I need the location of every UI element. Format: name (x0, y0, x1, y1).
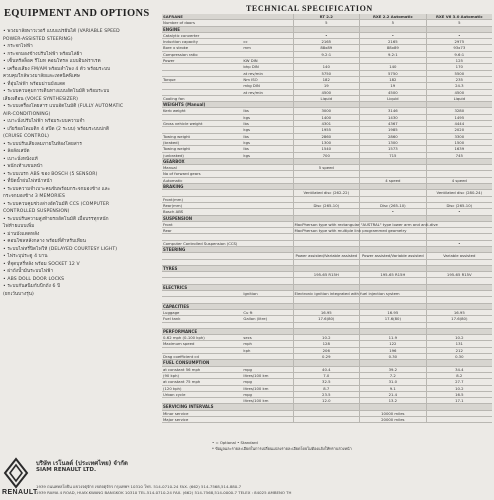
equipment-item: • ระบบความจำเบาะคนขับพร้อมกระจกมองข้าง และ (3, 186, 111, 192)
spec-cell: 182 (293, 76, 360, 82)
spec-cell: 40.4 (293, 366, 360, 372)
equipment-item: ไฟท้ายแบบเพิ่ม (3, 224, 35, 229)
spec-cell: litres/100 km (242, 372, 293, 378)
equipment-item: • เกียร์ออโตเมติก 4 สปีด (2 ระบบ) พร้อมระบบปกติ (3, 126, 110, 132)
spec-cell: at constant 75 mph (162, 379, 242, 385)
spec-cell: 140 (360, 64, 427, 70)
spec-cell: 1985 (360, 127, 427, 133)
spec-cell: 4301 (293, 121, 360, 127)
spec-cell: 27.7 (426, 379, 492, 385)
spec-cell: (unbraked) (162, 152, 242, 158)
spec-note-1: • = Optional • Standard (212, 440, 258, 445)
spec-cell: 17.6(80) (293, 316, 360, 322)
spec-cell: 1300 (360, 139, 427, 145)
spec-cell: 5750 (293, 70, 360, 76)
spec-cell: 16.5 (426, 391, 492, 397)
spec-cell: • (293, 32, 360, 38)
spec-cell: 140 (293, 64, 360, 70)
spec-cell: No of forward gears (162, 171, 242, 177)
spec-cell: 5 (293, 20, 360, 26)
company-block (36, 460, 128, 474)
spec-cell: 5750 (360, 70, 427, 76)
spec-cell: SERVICING INTERVALS (162, 404, 242, 410)
equipment-item: ควบคุมใกล้พวงมาลัยและเทคนิคพิเศษ (3, 74, 80, 79)
spec-cell: Urban cycle (162, 391, 242, 397)
spec-cell: 2860 (360, 133, 427, 139)
spec-cell: 122 (360, 341, 427, 347)
equipment-item: • พนักเท้าแขนหน้า (3, 164, 43, 169)
equipment-item: • เบาะนั่งหนังแท้ (3, 156, 38, 162)
spec-cell: kgs (242, 114, 293, 120)
equipment-item: • ฝาถังน้ำมันระบบไฟฟ้า (3, 269, 54, 274)
equipment-column (0, 0, 148, 500)
equipment-item: • เซ็นทรัลล็อค รีโมท คอนโทรล แบบอินฟราเรด (3, 59, 101, 64)
spec-cell: kgs (242, 139, 293, 145)
spec-cell: 17.6(80) (426, 316, 492, 322)
spec-cell: mpg (242, 391, 293, 397)
spec-cell: • (360, 32, 427, 38)
spec-cell: • (360, 209, 427, 215)
spec-row (162, 417, 492, 423)
spec-cell: PERFORMANCE (162, 328, 242, 334)
spec-cell: 4367 (360, 121, 427, 127)
equipment-item: • ระบบปรับเสียงลมภายในห้องโดยสาร (3, 141, 82, 147)
spec-cell: mm (242, 45, 293, 51)
spec-cell: Catalytic converter (162, 32, 242, 38)
spec-cell: CAPACITIES (162, 303, 242, 309)
spec-cell: Manual (162, 165, 242, 171)
spec-cell: Liquid (360, 95, 427, 101)
spec-cell: at rev/min (242, 89, 293, 95)
spec-cell: Maximum speed (162, 341, 242, 347)
spec-cell: (90 kph) (162, 372, 242, 378)
spec-cell: 212 (426, 347, 492, 353)
spec-cell: secs (242, 335, 293, 341)
equipment-item: กระจกมองข้าง 3 MEMORIES (3, 194, 66, 199)
spec-cell: 3280 (426, 108, 492, 114)
equipment-list (3, 28, 149, 298)
spec-cell: Front(mm) (162, 196, 242, 202)
spec-cell: Variable assisted (426, 253, 492, 259)
spec-cell: Power (162, 58, 242, 64)
spec-cell: Kerb weight (162, 108, 242, 114)
spec-cell: • (426, 32, 492, 38)
spec-notes (212, 440, 352, 452)
spec-cell: 9.1 (360, 385, 427, 391)
spec-cell: 10.2 (426, 385, 492, 391)
spec-cell: MacPherson type with multiple link programmed geometry (294, 228, 407, 234)
equipment-item: • ที่อุ่นไฟฟ้า พร้อมม่านบังแดด (3, 81, 66, 87)
equipment-item: POWER-ASSISTED STEERING) (3, 36, 73, 42)
spec-cell: 5500 (426, 70, 492, 76)
equipment-item: • ระบบปรับความสูงท้ายรถอัตโนมัติ เมื่อบรรทุกหนัก (3, 216, 109, 222)
spec-cell: Bosch ABS (162, 209, 242, 215)
spec-cell: (braked) (162, 139, 242, 145)
spec-cell: 128 (293, 341, 360, 347)
company-name-th: บริษัท เรโนลต์ (ประเทศไทย) จำกัด (36, 460, 128, 467)
spec-cell: Luggage (162, 309, 242, 315)
spec-cell: Rear (162, 228, 242, 234)
spec-cell: TYRES (162, 265, 242, 271)
spec-cell: bhp DIN (242, 64, 293, 70)
spec-cell: 170 (426, 64, 492, 70)
spec-cell: Power assisted/Variable assisted (360, 253, 427, 259)
spec-cell: 0.30 (360, 354, 427, 360)
spec-cell: • (426, 209, 492, 215)
spec-cell: kgs (242, 152, 293, 158)
spec-cell: 235 (426, 76, 492, 82)
equipment-item: • ที่ปัดน้ำฝนไฟหน้าหน้า (3, 179, 53, 184)
spec-cell: lbs (242, 146, 293, 152)
spec-cell: Induction capacity (162, 39, 242, 45)
spec-cell: 20000 miles (360, 417, 427, 423)
equipment-item: • เครื่องเสียง FM/AM พร้อมลำโพง 4 ตัว พร้อมระบบ (3, 66, 111, 72)
spec-cell: 3300 (426, 133, 492, 139)
spec-cell: 131 (426, 341, 492, 347)
spec-cell: 206 (293, 347, 360, 353)
spec-cell: Towing weight (162, 146, 242, 152)
equipment-item: • คอนโซลหลังกลาง พร้อมที่สำหรับเทียน (3, 239, 86, 244)
equipment-item: • ABS DOLL DOOR LOCKS (3, 276, 65, 282)
spec-cell: 4 speed (360, 177, 427, 183)
spec-cell: 13.2 (360, 398, 427, 404)
spec-cell: mkg DIN (242, 83, 293, 89)
equipment-item: • ระบบกันสนิมกับปีกถัง 6 ปี (3, 284, 61, 289)
spec-cell: 4 speed (426, 177, 492, 183)
spec-cell: Computer Controlled Suspension (CCS) (162, 240, 242, 246)
spec-cell: 88x89 (360, 45, 427, 51)
spec-cell: 19 (293, 83, 360, 89)
spec-cell: Major service (162, 417, 242, 423)
spec-cell: mpg (242, 366, 293, 372)
spec-cell: litres/100 km (242, 398, 293, 404)
spec-cell: Disc (265-10) (360, 202, 427, 208)
spec-cell: ENGINE (162, 26, 242, 32)
spec-cell: Power assisted/Variable assisted (293, 253, 360, 259)
spec-cell: GEARBOX (162, 158, 242, 164)
spec-cell: 24.3 (426, 83, 492, 89)
equipment-item: • ม่านบังแดดหลัง (3, 231, 40, 237)
spec-cell: RXE V6 3.0 Automatic (426, 14, 492, 20)
equipment-item: • ระบบควบคุมช่วงล่างอัตโนมัติ CCS (COMPUTER (3, 201, 110, 207)
spec-cell: RT 2.2 (293, 14, 360, 20)
logo-text: RENAULT (2, 489, 38, 496)
equipment-item: • ที่จุดบุหรี่หลัง พร้อม SOCKET 12 V (3, 261, 80, 267)
spec-cell: 10000 miles (360, 410, 427, 416)
spec-cell: 4500 (426, 89, 492, 95)
spec-cell: 12.0 (293, 398, 360, 404)
spec-cell: FUEL CONSUMPTION (162, 360, 242, 366)
spec-cell: 2165 (360, 39, 427, 45)
spec-cell: 182 (360, 76, 427, 82)
spec-cell (242, 417, 293, 423)
spec-cell: mpg (242, 379, 293, 385)
spec-cell: 195-65 R15H (360, 272, 427, 278)
spec-cell: Disc (265-10) (426, 202, 492, 208)
spec-cell: 1639 (426, 146, 492, 152)
spec-cell: WEIGHTS (Manual) (162, 102, 242, 108)
spec-cell: BRAKING (162, 184, 242, 190)
spec-cell: 1955 (293, 127, 360, 133)
spec-cell: 3000 (293, 108, 360, 114)
spec-cell: 32.5 (293, 379, 360, 385)
spec-cell: Compression ratio (162, 51, 242, 57)
equipment-item: AIR-CONDITIONING) (3, 111, 51, 117)
spec-cell: 3146 (360, 108, 427, 114)
spec-cell: Liquid (293, 95, 360, 101)
spec-cell: 19 (360, 83, 427, 89)
spec-cell: 31.0 (360, 379, 427, 385)
spec-cell: 125 (426, 58, 492, 64)
spec-cell: 2165 (293, 39, 360, 45)
spec-cell: Electronic ignition integrated with fuel injection system (294, 291, 400, 297)
spec-cell: (120 kph) (162, 385, 242, 391)
spec-cell: 1300 (293, 139, 360, 145)
spec-cell: lbs (242, 121, 293, 127)
spec-cell: lbs (242, 108, 293, 114)
spec-cell: 715 (360, 152, 427, 158)
spec-cell: ELECTRICS (162, 284, 242, 290)
equipment-item: • ระบบไฟหรี่ปิดไฟให้ (DELAYED COURTESY LIGHT) (3, 246, 118, 252)
spec-cell: Front (162, 221, 242, 227)
spec-cell: 21.4 (360, 391, 427, 397)
spec-cell: MacPherson type with rectangular "AUSTRAL" type lower arm and anti-dive (294, 221, 438, 227)
equipment-item: • ระบบเบรก ABS ของ BOSCH (5 SENSOR) (3, 171, 98, 177)
spec-cell: 4444 (426, 121, 492, 127)
spec-cell: 10.2 (426, 335, 492, 341)
spec-cell: Gallon (litre) (242, 316, 293, 322)
spec-cell: 2020 (426, 127, 492, 133)
company-name-en: SIAM RENAULT LTD. (36, 467, 97, 473)
spec-cell: 8.2 (426, 372, 492, 378)
spec-cell: Cu ft (242, 309, 293, 315)
equipment-item: CONTROLLED SUSPENSION) (3, 209, 70, 214)
spec-cell: kph (242, 347, 293, 353)
spec-cell: 195-65 R15V (426, 272, 492, 278)
spec-cell: 0.30 (426, 354, 492, 360)
spec-cell: Rear(mm) (162, 202, 242, 208)
spec-cell: SAFRANE (162, 14, 242, 20)
spec-cell: cc (242, 39, 293, 45)
spec-cell: Disc (265-10) (293, 202, 360, 208)
spec-cell: Minor service (162, 410, 242, 416)
spec-cell: 2975 (426, 39, 492, 45)
spec-cell: 1500 (426, 139, 492, 145)
spec-cell: 17.1 (426, 398, 492, 404)
spec-cell: 7.2 (360, 372, 427, 378)
spec-cell: 0.29 (293, 354, 360, 360)
spec-cell: 17.6(80) (360, 316, 427, 322)
address-line-en: 1939 RAMA 4 ROAD, HUAY-KWANG BANGKOK 10310 TEL.514-0710-24 FAX. (662) 514-7568,514-0000-7 TELEX : 84025 AMBENO TH (36, 490, 292, 495)
spec-cell: 5 (360, 20, 427, 26)
spec-cell: 700 (293, 152, 360, 158)
spec-cell: 1400 (293, 114, 360, 120)
spec-cell: 16.95 (293, 309, 360, 315)
spec-note-2: * ข้อมูลและรายละเอียดในการเปลี่ยนแปลงรายละเอียดโดยไม่ต้องแจ้งให้ทราบล่วงหน้า (212, 446, 352, 451)
spec-cell: mph (242, 341, 293, 347)
spec-cell: 93x73 (426, 45, 492, 51)
spec-cell: Cooling fan (162, 95, 242, 101)
equipment-item: • กระจกไฟฟ้า (3, 44, 33, 49)
spec-cell: at rev/min (242, 70, 293, 76)
spec-cell: 39.2 (360, 366, 427, 372)
equipment-item: • ล้อล้อเสบัด (3, 149, 30, 154)
spec-cell: 5 speed (293, 165, 360, 171)
spec-cell (293, 417, 360, 423)
address-block (36, 484, 291, 496)
spec-cell: Automatic (162, 177, 242, 183)
spec-cell: 4500 (293, 89, 360, 95)
spec-cell: SUSPENSION (162, 215, 242, 221)
spec-cell: Gross vehicle weight (162, 121, 242, 127)
spec-cell: 5 (426, 20, 492, 26)
equipment-item: • ระบบเครื่องโดยสาร แบบอัตโนมัติ (FULLY AUTOMATIC (3, 104, 124, 109)
spec-cell: 2860 (293, 133, 360, 139)
spec-cell: 0-62 mph (0-100 kph) (162, 335, 242, 341)
spec-cell: • (426, 240, 492, 246)
spec-cell: lbs (242, 133, 293, 139)
spec-cell: Liquid (426, 95, 492, 101)
spec-cell: Number of doors (162, 20, 242, 26)
spec-cell: litres/100 km (242, 385, 293, 391)
spec-cell: 16.95 (426, 309, 492, 315)
spec-cell: 88x89 (293, 45, 360, 51)
spec-cell: kgs (242, 127, 293, 133)
spec-cell: 4500 (360, 89, 427, 95)
spec-cell: Nm ISO (242, 76, 293, 82)
equipment-item: (ยกเว้นบางรุ่น) (3, 291, 34, 297)
spec-cell: 1430 (360, 114, 427, 120)
spec-cell: 195-65 R15H (293, 272, 360, 278)
spec-cell: at constant 56 mph (162, 366, 242, 372)
spec-cell: Drag coefficient cd (162, 354, 242, 360)
spec-cell: 7.0 (293, 372, 360, 378)
renault-logo-icon (3, 458, 29, 488)
spec-cell: Bore x stroke (162, 45, 242, 51)
spec-cell: STEERING (162, 246, 242, 252)
spec-cell: Ignition (242, 291, 293, 297)
spec-cell: 16.95 (360, 309, 427, 315)
equipment-item: เสียงเตือน (VOICE SYNTHESIZER) (3, 96, 79, 102)
spec-cell: 1540 (293, 146, 360, 152)
equipment-item: • ไฟระบุประตู 4 บาน (3, 254, 48, 259)
spec-cell: 9.6:1 (426, 51, 492, 57)
spec-table (162, 14, 492, 423)
spec-cell: 34.4 (426, 366, 492, 372)
spec-cell: 1573 (360, 146, 427, 152)
spec-cell: Towing weight (162, 133, 242, 139)
spec-cell: KW DIN (242, 58, 293, 64)
spec-cell: 9.2:1 (293, 51, 360, 57)
spec-cell: 11.9 (360, 335, 427, 341)
equipment-title: EQUIPMENT AND OPTIONS (4, 8, 150, 19)
spec-cell: 8.7 (293, 385, 360, 391)
spec-cell: 10.2 (293, 335, 360, 341)
spec-cell (426, 417, 492, 423)
spec-cell: 196 (360, 347, 427, 353)
spec-cell: 23.5 (293, 391, 360, 397)
spec-title: TECHNICAL SPECIFICATION (246, 4, 373, 13)
spec-cell: Ventilated disc (262-22) (293, 190, 360, 196)
spec-cell: 9.2:1 (360, 51, 427, 57)
address-line-th: 1939 ถนนพหลโยธิน แขวงจตุจักร เขตจตุจักร กรุงเทพฯ 10310 โทร. 514-0710-24 FAX. (662) 514-7568,514-880-7 (36, 484, 242, 489)
spec-cell: RXE 2.2 Automatic (360, 14, 427, 20)
equipment-item: (CRUISE CONTROL) (3, 134, 50, 139)
spec-cell: Fuel tank (162, 316, 242, 322)
spec-cell: Ventilated disc (280-24) (426, 190, 492, 196)
spec-cell: Torque (162, 76, 242, 82)
equipment-item: • พวงมาลัยพาวเวอร์ แบบแปรผันได้ (VARIABLE SPEED (3, 29, 120, 34)
spec-cell: 1495 (426, 114, 492, 120)
spec-cell: 745 (426, 152, 492, 158)
equipment-item: • เบาะนั่งปรับไฟฟ้า พร้อมระบบความจำ (3, 119, 85, 124)
equipment-item: • กระจกมองข้างปรับไฟฟ้า พร้อมไล่ฝ้า (3, 51, 83, 57)
equipment-item: • ระบบควบคุมการเดินทางแบบอัตโนมัติ พร้อมระบบ (3, 89, 110, 94)
